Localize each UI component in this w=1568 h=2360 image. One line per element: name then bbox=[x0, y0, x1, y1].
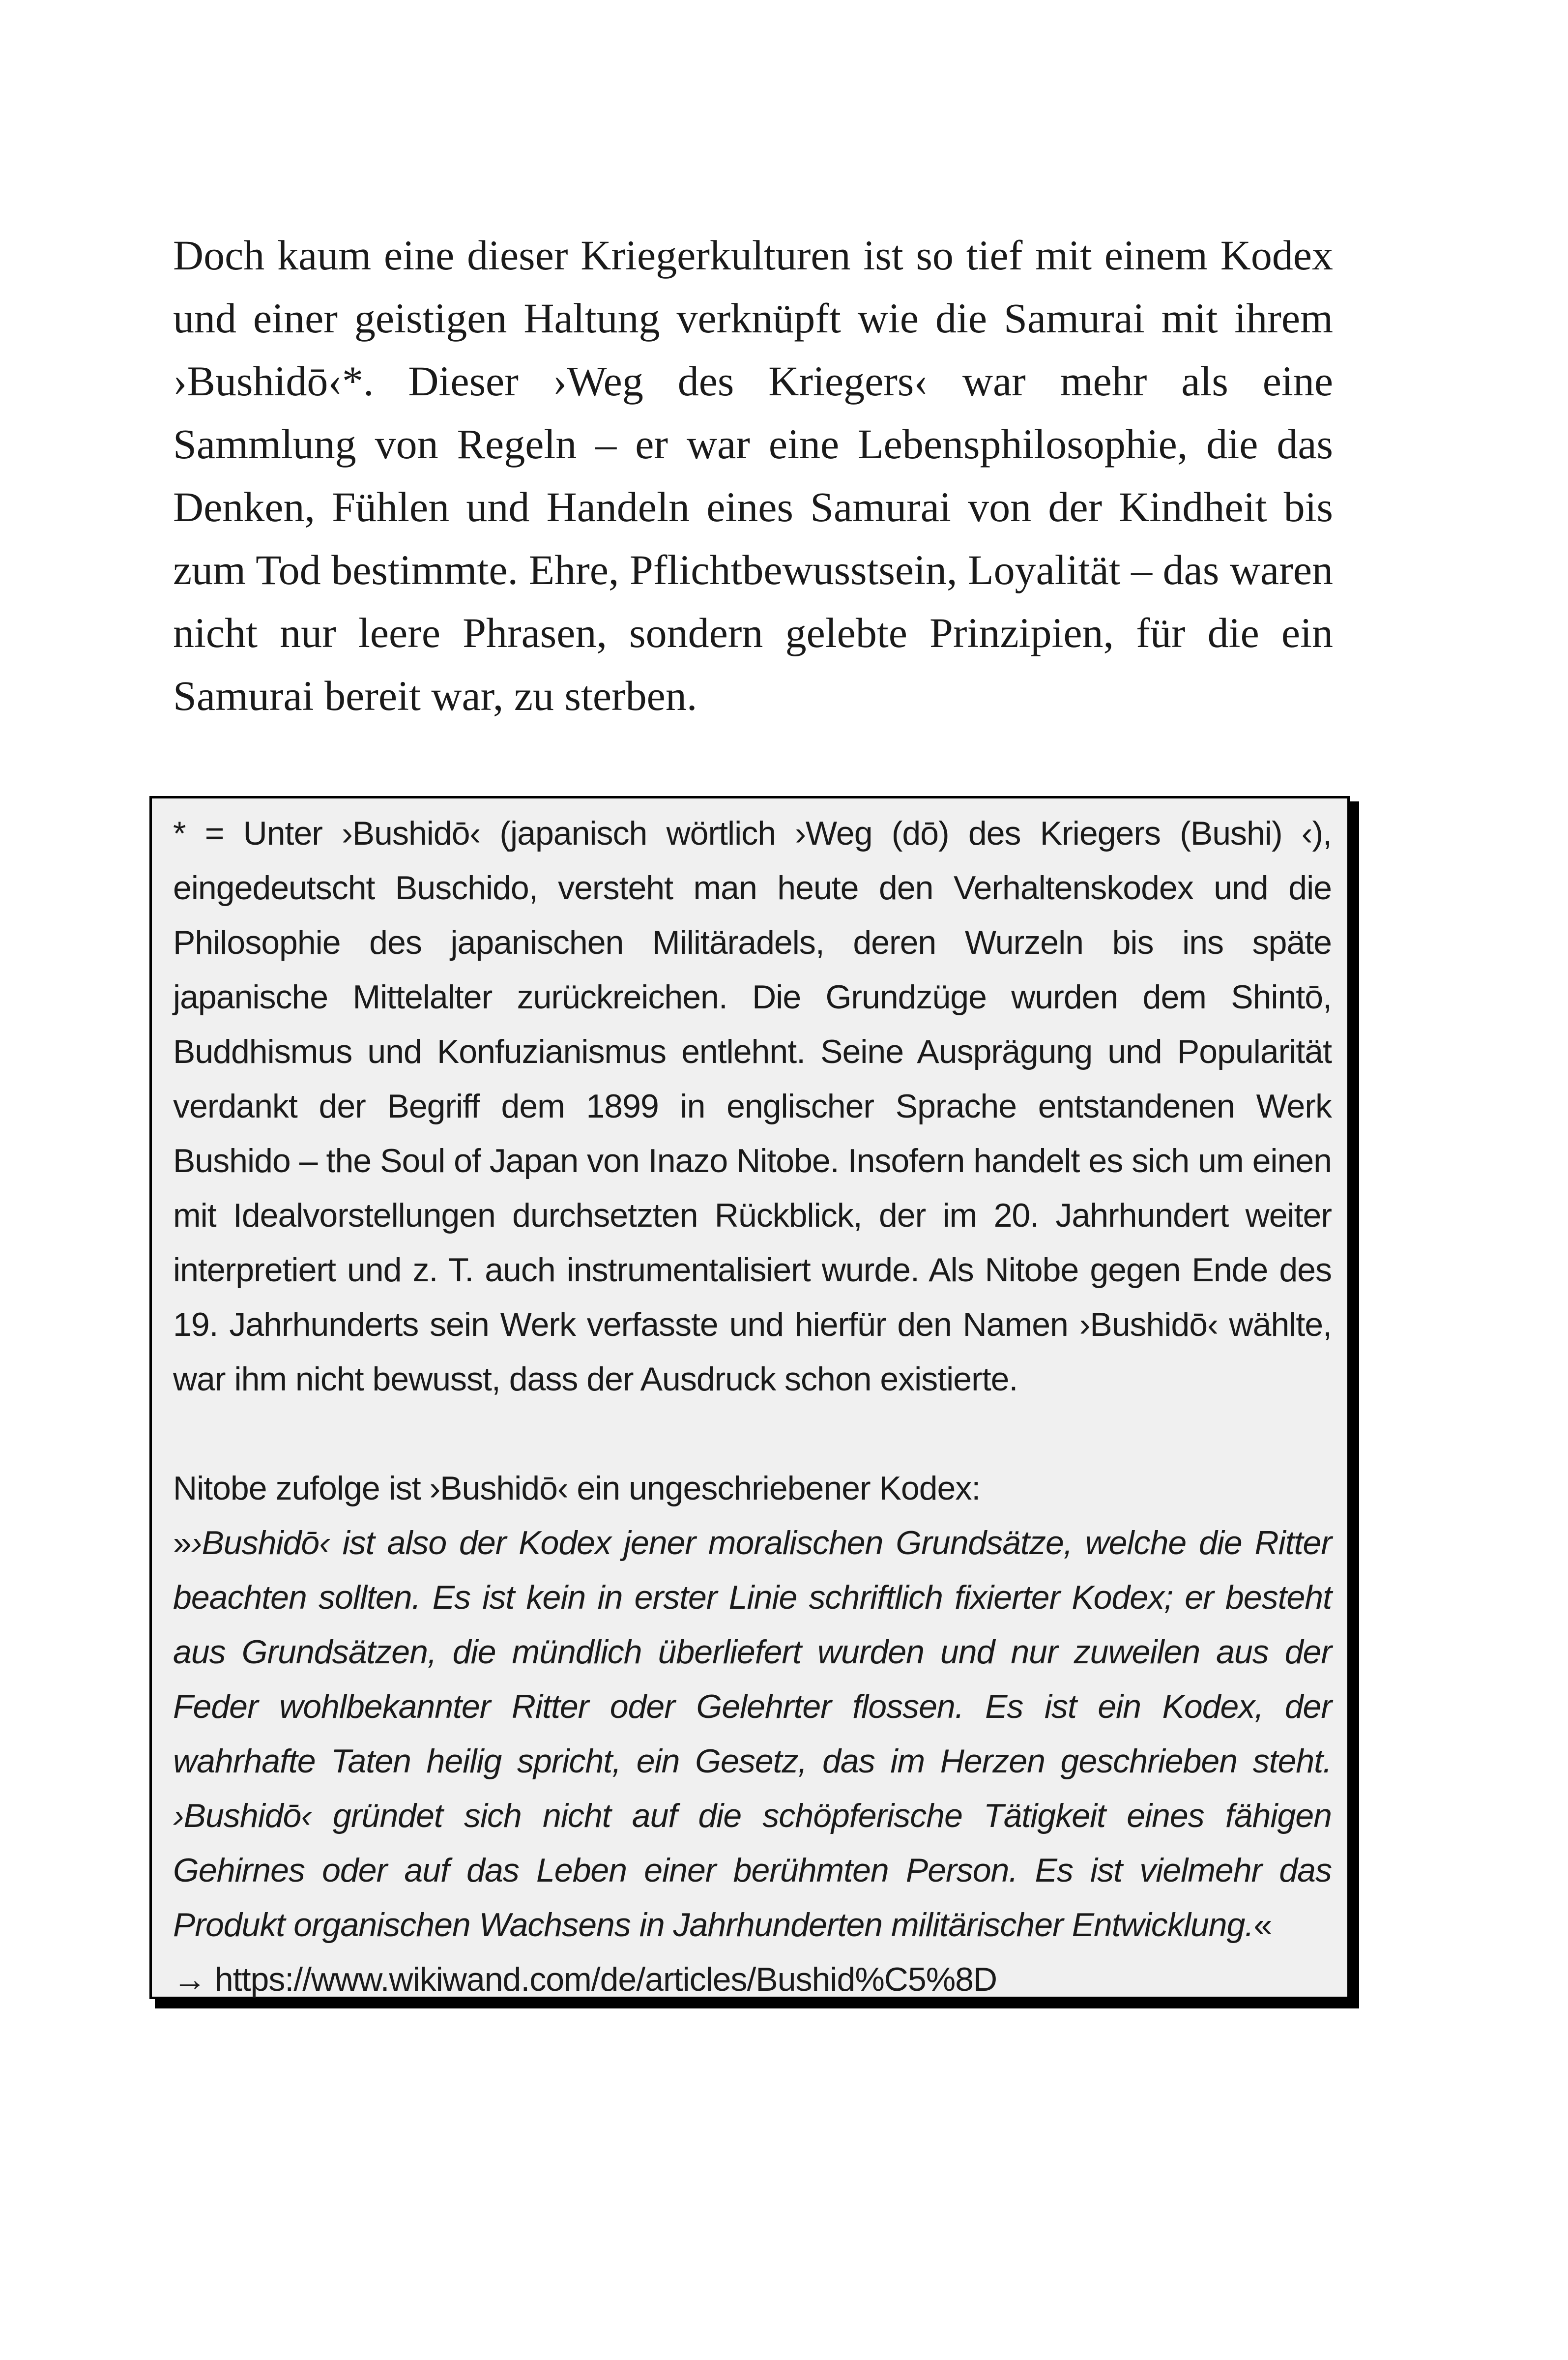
quote-open-mark: » bbox=[173, 1524, 191, 1562]
quote-text: ›Bushidō‹ ist also der Kodex jener moralischen Grundsätze, welche die Ritter beachten sollten. Es ist kein in erster Linie schriftlich fixierter Kodex; er besteht aus Grundsätzen, die mündlich überliefert wurden und nur zuweilen aus der Feder wohlbekannter Ritter oder Gelehrter flossen. Es ist ein Kodex, der wahrhafte Taten heilig spricht, ein Gesetz, das im Herzen geschrieben steht. ›Bushidō‹ gründet sich nicht auf die schöpferische Tätigkeit eines fähigen Gehirnes oder auf das Leben einer berühmten Person. Es ist vielmehr das Produkt organischen Wachsens in Jahrhunderten militärischer Entwicklung. bbox=[173, 1524, 1332, 1944]
quote-close-mark: « bbox=[1253, 1906, 1272, 1944]
main-paragraph: Doch kaum eine dieser Kriegerkulturen ist so tief mit einem Kodex und einer geistigen Haltung verknüpft wie die Samurai mit ihrem ›Bushidō‹*. Dieser ›Weg des Kriegers‹ war mehr als eine Sammlung von Regeln – er war eine Lebensphilosophie, die das Denken, Fühlen und Handeln eines Samurai von der Kindheit bis zum Tod bestimmte. Ehre, Pflichtbewusstsein, Loyalität – das waren nicht nur leere Phrasen, sondern gelebte Prinzipien, für die ein Samurai bereit war, zu sterben. bbox=[173, 232, 1333, 719]
paragraph-spacer bbox=[173, 1407, 1332, 1461]
source-link[interactable]: https://www.wikiwand.com/de/articles/Bushid%C5%8D bbox=[214, 1961, 997, 1998]
quote-block bbox=[173, 1516, 1332, 1952]
arrow-right-icon: → bbox=[173, 1961, 206, 1998]
quote-intro: Nitobe zufolge ist ›Bushidō‹ ein ungeschriebener Kodex: bbox=[173, 1470, 981, 1507]
footnote-paragraph: * = Unter ›Bushidō‹ (japanisch wörtlich ›Weg (dō) des Kriegers (Bushi) ‹), eingedeutscht Buschido, versteht man heute den Verhaltenskodex und die Philosophie des japanischen Militäradels, deren Wurzeln bis ins späte japanische Mittelalter zurückreichen. Die Grundzüge wurden dem Shintō, Buddhismus und Konfuzianismus entlehnt. Seine Ausprägung und Popularität verdankt der Begriff dem 1899 in englischer Sprache entstandenen Werk Bushido – the Soul of Japan von Inazo Nitobe. Insofern handelt es sich um einen mit Idealvorstellungen durchsetzten Rückblick, der im 20. Jahrhundert weiter interpretiert und z. T. auch instrumentalisiert wurde. Als Nitobe gegen Ende des 19. Jahrhunderts sein Werk verfasste und hierfür den Namen ›Bushidō‹ wählte, war ihm nicht bewusst, dass der Ausdruck schon existierte. bbox=[173, 815, 1332, 1398]
footnote-content bbox=[173, 806, 1332, 2007]
source-line bbox=[173, 1952, 1332, 2007]
